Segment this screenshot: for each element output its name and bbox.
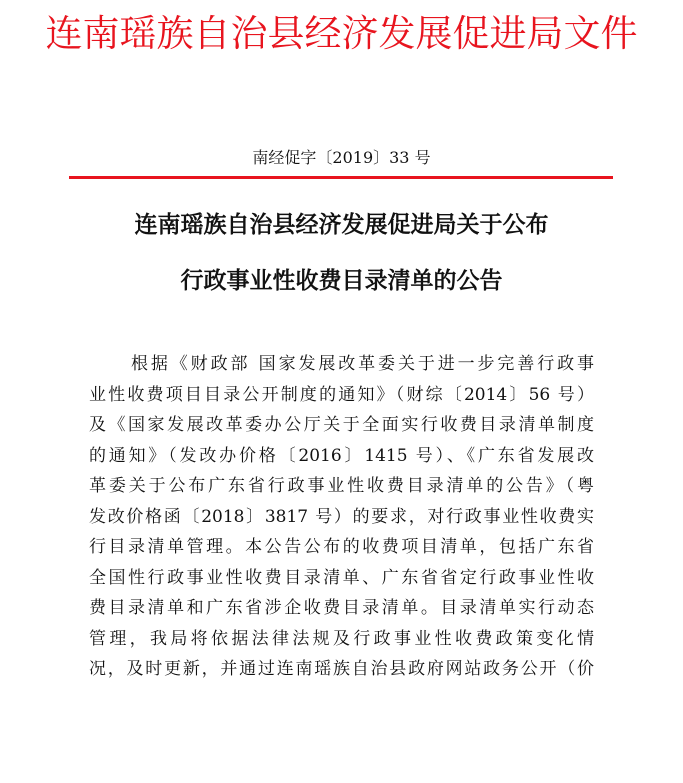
document-title-line-1: 连南瑶族自治县经济发展促进局关于公布 <box>134 211 549 238</box>
body-line: 管理，我局将依据法律法规及行政事业性收费政策变化情 <box>89 628 594 649</box>
body-line: 费目录清单和广东省涉企收费目录清单。目录清单实行动态 <box>89 598 594 618</box>
document-number: 南经促字〔2019〕33 号 <box>252 148 431 167</box>
body-line: 全国性行政事业性收费目录清单、广东省省定行政事业性收 <box>89 567 594 588</box>
body-line: 行目录清单管理。本公告公布的收费项目清单，包括广东省 <box>89 537 594 557</box>
body-line: 革委关于公布广东省行政事业性收费目录清单的公告》（粤 <box>89 476 594 496</box>
document-body <box>89 349 594 685</box>
document-title-line-2: 行政事业性收费目录清单的公告 <box>180 267 503 294</box>
body-line: 况，及时更新，并通过连南瑶族自治县政府网站政务公开（价 <box>89 659 594 679</box>
body-line: 根据《财政部 国家发展改革委关于进一步完善行政事 <box>131 354 594 374</box>
body-line: 的通知》（发改办价格〔2016〕1415 号）、《广东省发展改 <box>89 445 594 466</box>
body-line: 发改价格函〔2018〕3817 号）的要求，对行政事业性收费实 <box>89 506 594 527</box>
red-divider-line <box>69 176 613 179</box>
body-line: 及《国家发展改革委办公厅关于全面实行收费目录清单制度 <box>89 415 594 435</box>
body-line: 业性收费项目目录公开制度的通知》（财综〔2014〕56 号） <box>89 384 594 405</box>
document-header-title: 连南瑶族自治县经济发展促进局文件 <box>45 12 638 55</box>
